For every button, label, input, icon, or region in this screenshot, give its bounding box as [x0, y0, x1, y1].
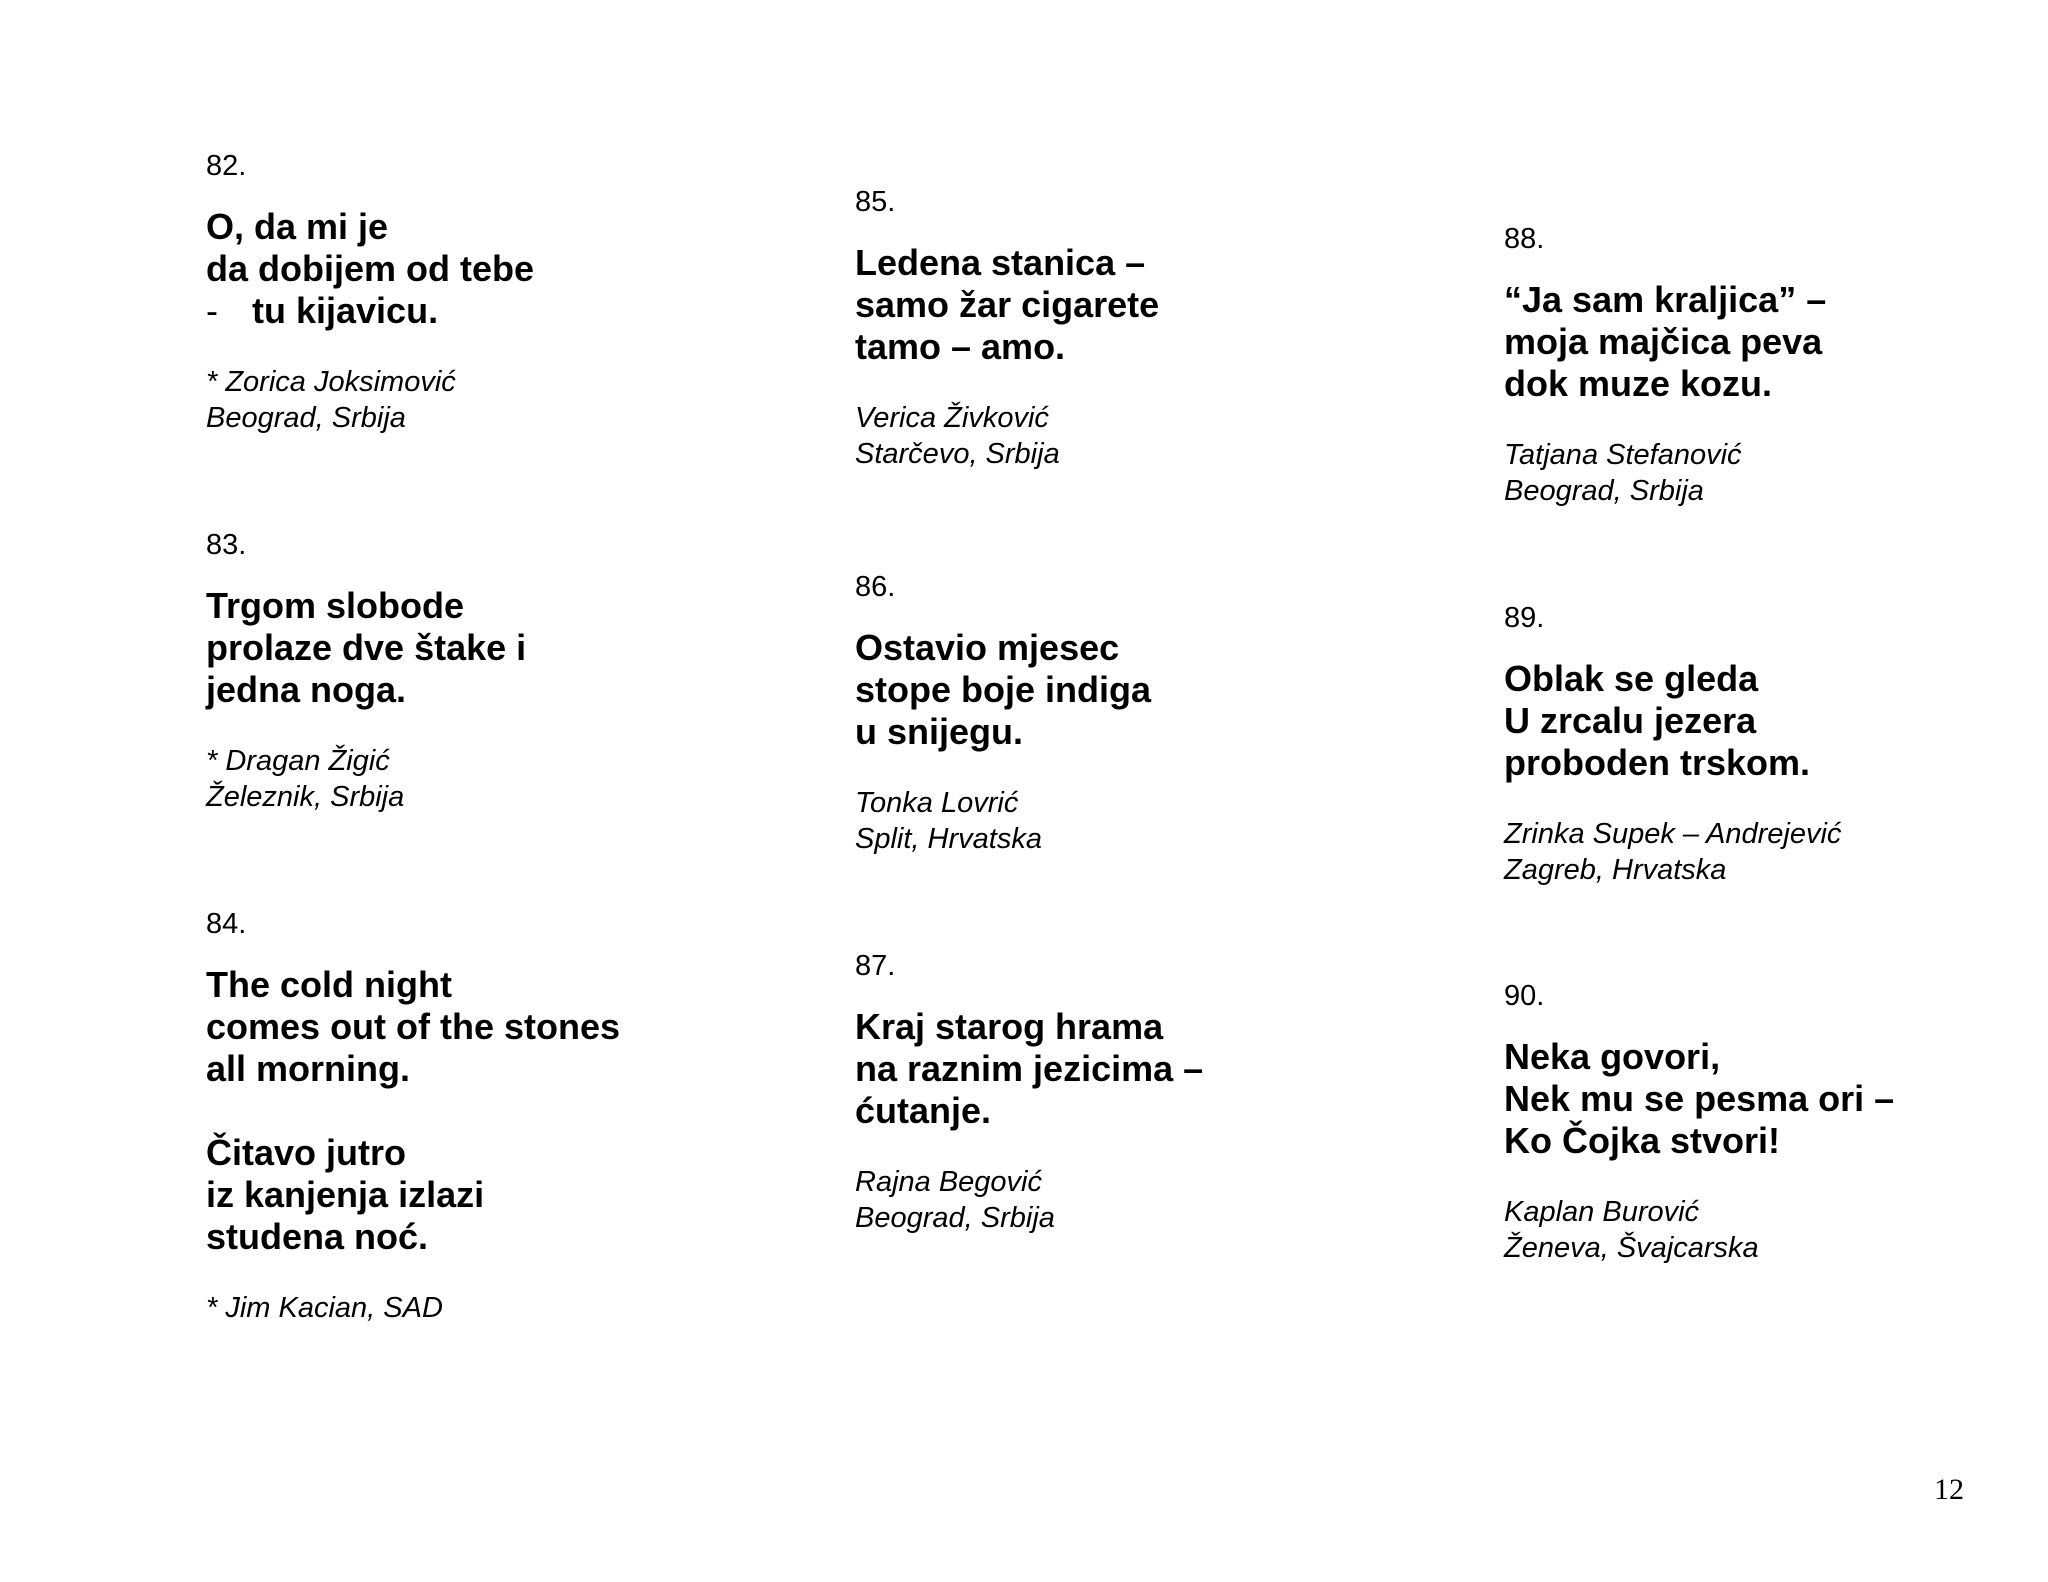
- entry-number: 90.: [1504, 980, 1545, 1012]
- verse-line: moja majčica peva: [1504, 321, 1823, 362]
- author-location: Starčevo, Srbija: [855, 438, 1060, 470]
- author-location: Beograd, Srbija: [206, 402, 406, 434]
- haiku-verse: [1504, 279, 2048, 405]
- author-credit: [206, 743, 766, 815]
- haiku-verse-english: [206, 964, 766, 1090]
- verse-line: Nek mu se pesma ori –: [1504, 1078, 1895, 1119]
- author-name: * Zorica Joksimović: [206, 366, 456, 398]
- page-number: 12: [1934, 1473, 1964, 1506]
- author-location: Železnik, Srbija: [206, 781, 405, 813]
- entry-number: 89.: [1504, 602, 1545, 634]
- verse-line: samo žar cigarete: [855, 284, 1160, 325]
- author-location: Beograd, Srbija: [1504, 475, 1704, 507]
- author-name: Zrinka Supek – Andrejević: [1504, 818, 1842, 850]
- haiku-verse: [206, 585, 766, 711]
- haiku-verse: [855, 1006, 1415, 1132]
- entry-number: 84.: [206, 908, 247, 940]
- author-credit: [855, 400, 1415, 472]
- haiku-entry-82: [206, 148, 766, 436]
- haiku-entry-89: [1504, 600, 2048, 888]
- haiku-verse: [1504, 658, 2048, 784]
- verse-line: jedna noga.: [206, 669, 407, 710]
- author-name: Verica Živković: [855, 402, 1049, 434]
- verse-line: The cold night: [206, 964, 452, 1005]
- verse-line: all morning.: [206, 1048, 411, 1089]
- author-location: Split, Hrvatska: [855, 823, 1042, 855]
- verse-line: proboden trskom.: [1504, 742, 1811, 783]
- verse-line: Ostavio mjesec: [855, 627, 1120, 668]
- haiku-entry-88: [1504, 221, 2048, 509]
- verse-line: Neka govori,: [1504, 1036, 1721, 1077]
- author-name: Tonka Lovrić: [855, 787, 1019, 819]
- verse-line: ćutanje.: [855, 1090, 992, 1131]
- author-credit: [206, 1290, 766, 1326]
- entry-number: 82.: [206, 150, 247, 182]
- haiku-entry-84: [206, 906, 766, 1326]
- dash-marker: -: [206, 290, 218, 331]
- verse-line: [206, 290, 766, 332]
- verse-line: Ko Čojka stvori!: [1504, 1120, 1781, 1161]
- author-location: Beograd, Srbija: [855, 1202, 1055, 1234]
- author-credit: [855, 1164, 1415, 1236]
- haiku-entry-83: [206, 527, 766, 815]
- author-location: Ženeva, Švajcarska: [1504, 1232, 1759, 1264]
- entry-number: 87.: [855, 950, 896, 982]
- verse-line: “Ja sam kraljica” –: [1504, 279, 1827, 320]
- author-credit: [855, 785, 1415, 857]
- verse-line: Ledena stanica –: [855, 242, 1146, 283]
- author-credit: [206, 364, 766, 436]
- verse-line: iz kanjenja izlazi: [206, 1174, 485, 1215]
- verse-line: na raznim jezicima –: [855, 1048, 1204, 1089]
- verse-line: dok muze kozu.: [1504, 363, 1773, 404]
- author-name: * Jim Kacian, SAD: [206, 1292, 443, 1324]
- haiku-verse-translation: [206, 1132, 766, 1258]
- verse-line-text: tu kijavicu.: [252, 290, 439, 331]
- verse-line: prolaze dve štake i: [206, 627, 527, 668]
- author-location: Zagreb, Hrvatska: [1504, 854, 1727, 886]
- author-credit: [1504, 1194, 2048, 1266]
- author-name: Kaplan Burović: [1504, 1196, 1700, 1228]
- entry-number: 86.: [855, 571, 896, 603]
- entry-number: 83.: [206, 529, 247, 561]
- author-credit: [1504, 437, 2048, 509]
- entry-number: 85.: [855, 186, 896, 218]
- haiku-entry-90: [1504, 978, 2048, 1266]
- verse-line: u snijegu.: [855, 711, 1024, 752]
- haiku-verse: [1504, 1036, 2048, 1162]
- haiku-entry-86: [855, 569, 1415, 857]
- author-name: Tatjana Stefanović: [1504, 439, 1742, 471]
- entry-number: 88.: [1504, 223, 1545, 255]
- author-name: Rajna Begović: [855, 1166, 1042, 1198]
- verse-line: Trgom slobode: [206, 585, 465, 626]
- verse-line: U zrcalu jezera: [1504, 700, 1757, 741]
- author-name: * Dragan Žigić: [206, 745, 390, 777]
- verse-line: O, da mi je: [206, 206, 389, 247]
- verse-line: stope boje indiga: [855, 669, 1152, 710]
- haiku-verse: [855, 242, 1415, 368]
- haiku-verse: [206, 206, 766, 332]
- haiku-entry-85: [855, 184, 1415, 472]
- haiku-verse: [855, 627, 1415, 753]
- haiku-entry-87: [855, 948, 1415, 1236]
- verse-line: Čitavo jutro: [206, 1132, 407, 1173]
- verse-line: da dobijem od tebe: [206, 248, 535, 289]
- verse-line: studena noć.: [206, 1216, 429, 1257]
- verse-line: Oblak se gleda: [1504, 658, 1759, 699]
- verse-line: comes out of the stones: [206, 1006, 621, 1047]
- verse-line: tamo – amo.: [855, 326, 1066, 367]
- author-credit: [1504, 816, 2048, 888]
- verse-line: Kraj starog hrama: [855, 1006, 1164, 1047]
